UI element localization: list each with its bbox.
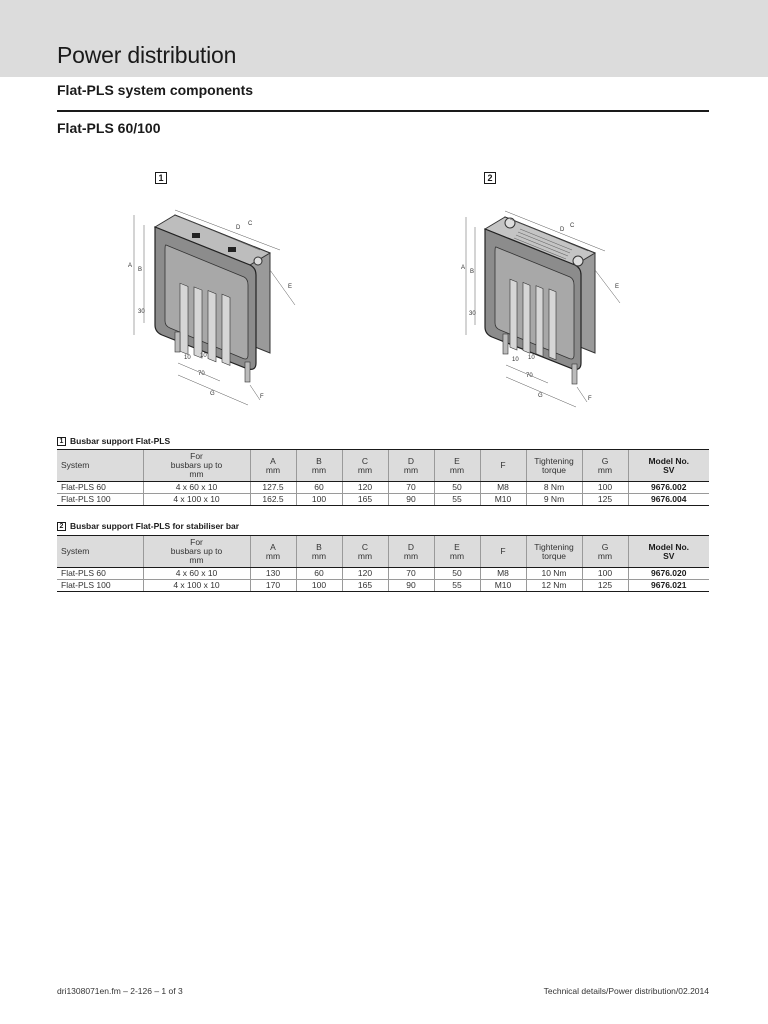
col-a: A mm — [250, 450, 296, 482]
col-c: C mm — [342, 450, 388, 482]
dimension-label: A — [461, 265, 466, 271]
busbar-slot — [208, 291, 216, 362]
col-f: F — [480, 536, 526, 568]
table-row: Flat-PLS 100 4 x 100 x 10 162.5 100 165 90 55 M10 9 Nm 125 9676.004 — [57, 494, 709, 506]
table-1-title — [57, 436, 170, 446]
spec-table-2 — [57, 535, 709, 592]
col-f: F — [480, 450, 526, 482]
dimension-label: F — [260, 394, 264, 400]
product-title: Flat-PLS 60/100 — [57, 120, 161, 136]
top-screw — [505, 218, 515, 228]
dimension-label: G — [538, 393, 543, 399]
busbar-slot — [523, 282, 530, 353]
dimension-label: D — [560, 227, 565, 233]
bottom-bolt — [175, 332, 180, 352]
busbar-slot — [180, 283, 188, 354]
bottom-bolt — [572, 364, 577, 384]
figure-2-label: 2 — [484, 172, 496, 184]
table-number: 2 — [57, 522, 66, 531]
table-2-title — [57, 521, 239, 531]
dimension-label: 70 — [526, 373, 533, 379]
busbar-support-drawing — [120, 195, 330, 425]
col-for-busbars: For busbars up to mm — [143, 536, 250, 568]
dimension-label: 30 — [469, 311, 476, 317]
col-system: System — [57, 450, 143, 482]
top-fitting — [192, 233, 200, 238]
table-number: 1 — [57, 437, 66, 446]
dimension-label: E — [615, 284, 620, 290]
table-row: Flat-PLS 100 4 x 100 x 10 170 100 165 90 55 M10 12 Nm 125 9676.021 — [57, 580, 709, 592]
footer-section-ref: Technical details/Power distribution/02.2014 — [543, 986, 709, 996]
busbar-slot — [549, 289, 556, 360]
col-torque: Tightening torque — [526, 536, 582, 568]
col-a: A mm — [250, 536, 296, 568]
col-e: E mm — [434, 536, 480, 568]
dimension-label: D — [236, 225, 241, 231]
page-title: Power distribution — [57, 42, 237, 68]
model-number: 9676.002 — [628, 482, 709, 494]
col-d: D mm — [388, 450, 434, 482]
busbar-slot — [194, 287, 202, 358]
divider-rule — [57, 110, 709, 112]
figure-1-label: 1 — [155, 172, 167, 184]
busbar-slot — [510, 279, 517, 350]
table-row: Flat-PLS 60 4 x 60 x 10 127.5 60 120 70 50 M8 8 Nm 100 9676.002 — [57, 482, 709, 494]
col-system: System — [57, 536, 143, 568]
dimension-label: E — [288, 284, 293, 290]
col-e: E mm — [434, 450, 480, 482]
dimension-label: C — [570, 223, 575, 229]
stabiliser-support-drawing — [460, 195, 660, 425]
col-model: Model No. SV — [628, 536, 709, 568]
col-d: D mm — [388, 536, 434, 568]
dimension-label: F — [588, 396, 592, 402]
dimension-label: 10 — [512, 357, 519, 363]
dimension-label: A — [128, 263, 133, 269]
table-title-text: Busbar support Flat-PLS — [70, 436, 171, 446]
dimension-label: G — [210, 391, 215, 397]
busbar-slot — [222, 294, 230, 365]
model-number: 9676.021 — [628, 580, 709, 592]
bottom-bolt — [503, 334, 508, 354]
dimension-label: 70 — [198, 371, 205, 377]
col-b: B mm — [296, 450, 342, 482]
col-g: G mm — [582, 536, 628, 568]
model-number: 9676.004 — [628, 494, 709, 506]
table-row: Flat-PLS 60 4 x 60 x 10 130 60 120 70 50 M8 10 Nm 100 9676.020 — [57, 568, 709, 580]
section-title: Flat-PLS system components — [57, 82, 254, 98]
dimension-label: B — [470, 269, 475, 275]
bottom-bolt — [245, 362, 250, 382]
dimension-label: 10 — [184, 355, 191, 361]
col-model: Model No. SV — [628, 450, 709, 482]
dimension-label: B — [138, 267, 143, 273]
col-c: C mm — [342, 536, 388, 568]
table-header-row — [57, 536, 709, 568]
col-for-busbars: For busbars up to mm — [143, 450, 250, 482]
col-g: G mm — [582, 450, 628, 482]
dimension-label: 30 — [138, 309, 145, 315]
spec-table-1 — [57, 449, 709, 506]
table-header-row — [57, 450, 709, 482]
top-fitting — [228, 247, 236, 252]
col-b: B mm — [296, 536, 342, 568]
table-title-text: Busbar support Flat-PLS for stabiliser bar — [70, 521, 240, 531]
model-number: 9676.020 — [628, 568, 709, 580]
top-screw — [254, 257, 262, 265]
top-screw — [573, 256, 583, 266]
footer-document-ref: dri1308071en.fm – 2-126 – 1 of 3 — [57, 986, 183, 996]
dimension-label: C — [248, 221, 253, 227]
dimension-label: 10 — [528, 355, 535, 361]
col-torque: Tightening torque — [526, 450, 582, 482]
busbar-slot — [536, 286, 543, 357]
dimension-label: 10 — [200, 353, 207, 359]
